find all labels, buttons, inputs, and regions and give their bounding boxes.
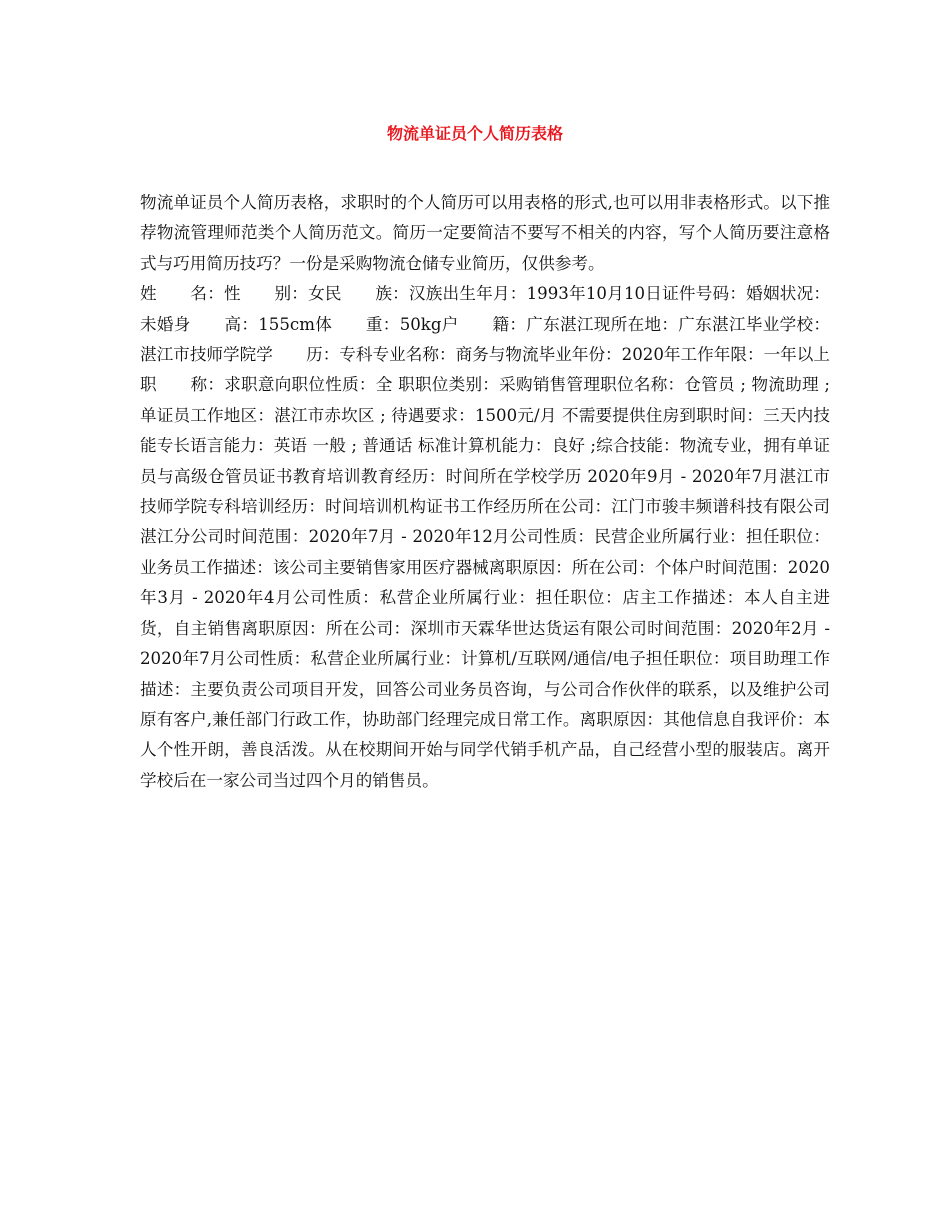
intro-paragraph: 物流单证员个人简历表格，求职时的个人简历可以用表格的形式,也可以用非表格形式。以下推荐物流管理师范类个人简历范文。简历一定要简洁不要写不相关的内容，写个人简历要注意格式与巧用简历技巧？一份是采购物流仓储专业简历，仅供参考。 <box>140 193 830 273</box>
document-body <box>140 188 830 796</box>
document-title: 物流单证员个人简历表格 <box>386 124 563 143</box>
resume-details-paragraph: 姓 名：性 别：女民 族：汉族出生年月：1993年10月10日证件号码：婚姻状况：未婚身 高：155cm体 重：50kg户 籍：广东湛江现所在地：广东湛江毕业学校：湛江市技师学院学 历：专科专业名称：商务与物流毕业年份：2020年工作年限：一年以上职 称：求职意向职位性质：全 职职位类别：采购销售管理职位名称：仓管员 ; 物流助理 ; 单证员工作地区：湛江市赤坎区 ; 待遇要求：1500元/月 不需要提供住房到职时间：三天内技能专长语言能力：英语 一般 ; 普通话 标准计算机能力：良好 ;综合技能：物流专业，拥有单证员与高级仓管员证书教育培训教育经历：时间所在学校学历 2020年9月 - 2020年7月湛江市技师学院专科培训经历：时间培训机构证书工作经历所在公司：江门市骏丰频谱科技有限公司湛江分公司时间范围：2020年7月 - 2020年12月公司性质：民营企业所属行业：担任职位：业务员工作描述：该公司主要销售家用医疗器械离职原因：所在公司：个体户时间范围：2020年3月 - 2020年4月公司性质：私营企业所属行业：担任职位：店主工作描述：本人自主进货，自主销售离职原因：所在公司：深圳市天霖华世达货运有限公司时间范围：2020年2月 - 2020年7月公司性质：私营企业所属行业：计算机/互联网/通信/电子担任职位：项目助理工作描述：主要负责公司项目开发，回答公司业务员咨询，与公司合作伙伴的联系，以及维护公司原有客户,兼任部门行政工作，协助部门经理完成日常工作。离职原因：其他信息自我评价：本人个性开朗，善良活泼。从在校期间开始与同学代销手机产品，自己经营小型的服装店。离开学校后在一家公司当过四个月的销售员。 <box>140 284 830 790</box>
